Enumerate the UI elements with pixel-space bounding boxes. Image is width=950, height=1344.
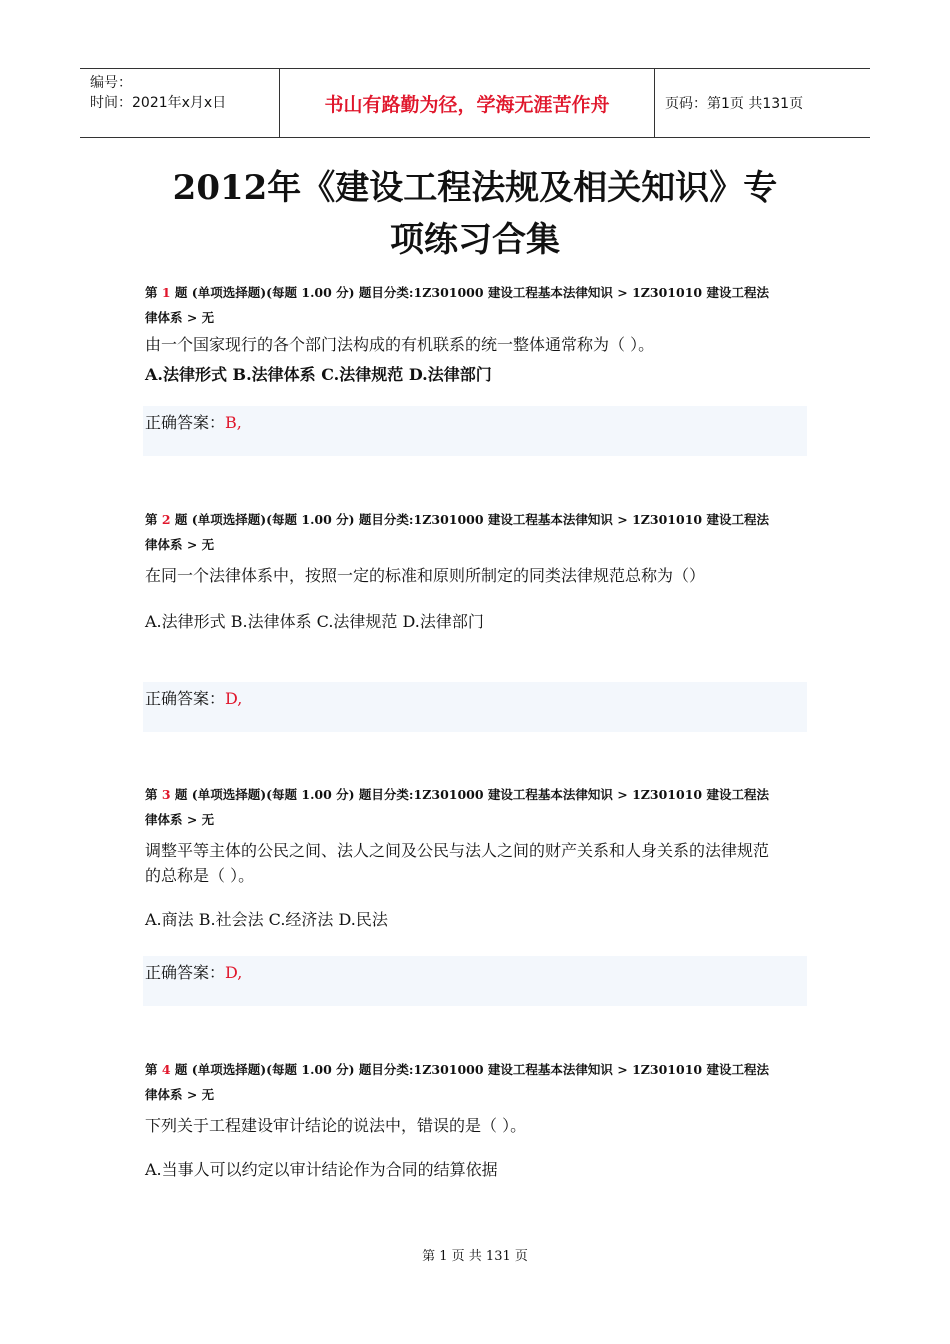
answer-box-1 — [143, 406, 807, 456]
page-footer: 第 1 页 共 131 页 — [422, 1249, 528, 1264]
answer-label: 正确答案： — [145, 689, 226, 708]
answer-value: B, — [225, 413, 242, 432]
question-header — [145, 507, 807, 532]
question-header — [145, 782, 807, 807]
question-4 — [145, 1057, 807, 1182]
time-label: 时间：2021年x月x日 — [90, 95, 227, 111]
answer-label: 正确答案： — [145, 963, 226, 982]
question-number: 3 — [161, 787, 171, 802]
question-prefix: 第 — [145, 285, 162, 300]
title-line-1: 2012年《建设工程法规及相关知识》专 — [172, 168, 778, 208]
question-number: 2 — [161, 512, 171, 527]
question-prefix: 第 — [145, 512, 162, 527]
question-header — [145, 280, 807, 305]
page-header — [80, 68, 870, 138]
question-prefix: 第 — [145, 1062, 162, 1077]
question-meta: 题 (单项选择题)(每题 1.00 分) 题目分类:1Z301000 建设工程基本法律知识 > 1Z301010 建设工程法 — [174, 285, 769, 300]
question-header-cont: 律体系 > 无 — [145, 1087, 215, 1102]
question-text: 在同一个法律体系中，按照一定的标准和原则所制定的同类法律规范总称为（） — [145, 566, 706, 585]
document-title — [100, 162, 850, 266]
question-2 — [145, 507, 807, 634]
question-header-cont: 律体系 > 无 — [145, 310, 215, 325]
question-prefix: 第 — [145, 787, 162, 802]
question-header-cont: 律体系 > 无 — [145, 812, 215, 827]
question-options: A.法律形式 B.法律体系 C.法律规范 D.法律部门 — [145, 612, 484, 631]
answer-box-2 — [143, 682, 807, 732]
question-header — [145, 1057, 807, 1082]
question-number: 1 — [161, 285, 171, 300]
question-text: 下列关于工程建设审计结论的说法中，错误的是（ ）。 — [145, 1116, 527, 1135]
question-header-cont: 律体系 > 无 — [145, 537, 215, 552]
answer-value: D, — [225, 689, 243, 708]
question-meta: 题 (单项选择题)(每题 1.00 分) 题目分类:1Z301000 建设工程基本法律知识 > 1Z301010 建设工程法 — [174, 512, 769, 527]
header-page-number: 页码：第1页 共131页 — [665, 96, 804, 112]
question-1 — [145, 280, 807, 387]
question-options: A.当事人可以约定以审计结论作为合同的结算依据 — [145, 1160, 498, 1179]
question-text: 调整平等主体的公民之间、法人之间及公民与法人之间的财产关系和人身关系的法律规范 — [145, 841, 770, 860]
question-number: 4 — [161, 1062, 171, 1077]
question-meta: 题 (单项选择题)(每题 1.00 分) 题目分类:1Z301000 建设工程基本法律知识 > 1Z301010 建设工程法 — [174, 1062, 769, 1077]
header-motto: 书山有路勤为径，学海无涯苦作舟 — [280, 69, 655, 137]
question-3 — [145, 782, 807, 932]
header-meta — [80, 69, 280, 137]
code-label: 编号： — [90, 75, 132, 91]
question-meta: 题 (单项选择题)(每题 1.00 分) 题目分类:1Z301000 建设工程基本法律知识 > 1Z301010 建设工程法 — [174, 787, 769, 802]
question-text-cont: 的总称是（ ）。 — [145, 866, 255, 885]
answer-label: 正确答案： — [145, 413, 226, 432]
answer-box-3 — [143, 956, 807, 1006]
answer-value: D, — [225, 963, 243, 982]
question-options: A.商法 B.社会法 C.经济法 D.民法 — [145, 910, 388, 929]
question-options: A.法律形式 B.法律体系 C.法律规范 D.法律部门 — [145, 365, 492, 384]
question-text: 由一个国家现行的各个部门法构成的有机联系的统一整体通常称为（ ）。 — [145, 335, 655, 354]
title-line-2: 项练习合集 — [390, 220, 560, 260]
